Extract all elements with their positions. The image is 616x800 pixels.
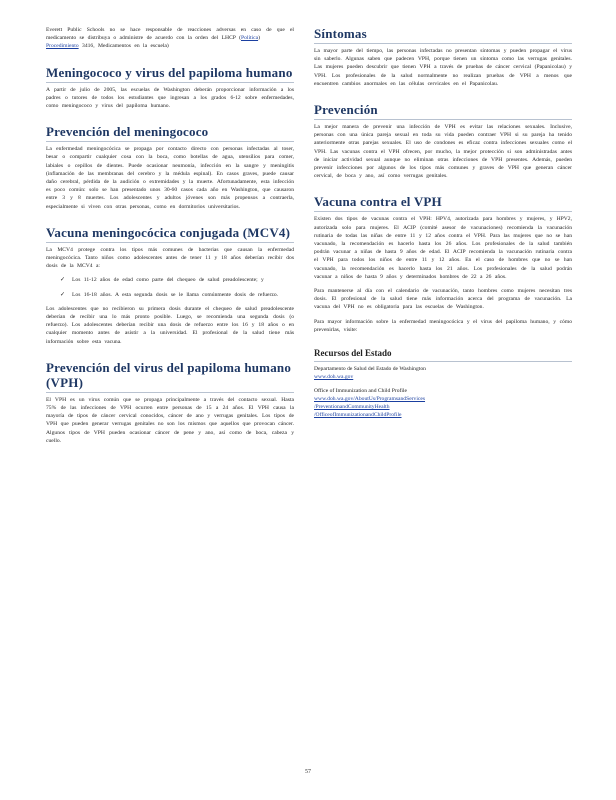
- paragraph: La mejor manera de prevenir una infección de VPH es evitar las relaciones sexuales. Inclusive, personas con una única pareja sexual en toda su vida pueden contraer VPH si su pareja ha tenido anteriormente otras parejas sexuales. El uso de condones es eficaz contra infecciones sexuales como el VPH. Las vacunas contra el VPH ofrecen, por mucho, la mejor protección si son administradas antes de iniciar actividad sexual aunque no eliminan otras infecciones de VPH presentes. Además, pueden prevenir infecciones por algunos de los tipos más comunes y graves de VPH que generan cáncer cervical, de boca y ano, así como verrugas genitales.: [314, 124, 572, 180]
- intro-paragraph: Everett Public Schools no se hace responsable de reacciones adversas en caso de que el medicamento se distribuya o administre de acuerdo con la orden del LHCP (Política) Procedimiento 3416, Medicamentos en la escuela): [46, 27, 294, 50]
- paragraph: La mayor parte del tiempo, las personas infectadas no presentan síntomas y pueden propagar el virus sin saberlo. Algunas saben que padecen VPH, porque tienen un síntoma como las verrugas genitales. Las mujeres pueden descubrir que tienen VPH a través de pruebas de cáncer cervical (Papanicolau) y VPH. Los profesionales de la salud normalmente no realizan pruebas de VPH a menos que encuentren cambios anormales en las células cervicales en el Papanicolau.: [314, 48, 572, 87]
- immunization-link-line3[interactable]: /OfficeofImmunizationandChildProfile: [314, 412, 402, 419]
- symptoms-section: [314, 26, 572, 88]
- left-column: [46, 26, 294, 459]
- section-divider: [46, 242, 294, 243]
- section-divider: [46, 141, 294, 142]
- meningococcus-prevention-section: [46, 124, 294, 211]
- section-divider: [46, 392, 294, 393]
- state-resources-section: [314, 348, 572, 419]
- section-title-mcv4: Vacuna meningocócica conjugada (MCV4): [46, 224, 291, 240]
- intro-section: [46, 26, 294, 51]
- bullet-text: Los 11-12 años de edad como parte del chequeo de salud preadolescente; y: [72, 277, 264, 284]
- bullet-item: [60, 291, 294, 299]
- hpv-vaccine-section: [314, 194, 572, 334]
- section-divider: [314, 119, 572, 120]
- section-divider: [46, 82, 294, 83]
- right-column: [314, 26, 572, 433]
- section-title-hpv-vaccine: Vacuna contra el VPH: [314, 194, 442, 210]
- hpv-prevention-section: [46, 360, 294, 445]
- paragraph: Para mayor información sobre la enfermedad meningocócica y el virus del papiloma humano, y cómo prevenirlas, visite:: [314, 318, 572, 333]
- paragraph: La enfermedad meningocócica se propaga por contacto directo con personas infectadas al toser, besar o compartir cualquier cosa con la boca, como botellas de agua, utensilios para comer, labiales o cepillos de dientes. Puede ocasionar neumonía, infección en la sangre y meningitis (inflamación de las membranas del cerebro y la médula espinal). En casos graves, puede causar daño cerebral, pérdida de la audición o extremidades y la muerte. Afortunadamente, esta infección es poco común: solo se han presentado unos 30-60 casos cada año en Washington, que causaron entre 3 y 8 muertes. Los adolescentes y adultos jóvenes son más propensos a contraerla, especialmente si viven con otras personas, como en dormitorios universitarios.: [46, 146, 294, 210]
- doh-link[interactable]: www.doh.wa.gov: [314, 374, 354, 381]
- paragraph: A partir de julio de 2005, las escuelas de Washington deberán proporcionar información a los padres o tutores de todos los estudiantes que ingresan a los grados 6-12 sobre enfermedades, como meningococo y virus del papiloma humano.: [46, 86, 294, 110]
- section-title-hpv-prevention: Prevención del virus del papiloma humano (VPH): [46, 359, 292, 390]
- section-title-symptoms: Síntomas: [314, 26, 367, 41]
- bullet-item: [60, 276, 294, 284]
- bullet-icon: ✓: [60, 277, 66, 284]
- section-title-meningococcus-prevention: Prevención del meningococo: [46, 124, 209, 140]
- prevention-section: [314, 102, 572, 180]
- section-divider: [314, 43, 572, 44]
- bullet-icon: ✓: [60, 291, 66, 298]
- policy-link[interactable]: Política: [240, 35, 259, 42]
- procedure-link[interactable]: Procedimiento: [46, 43, 79, 50]
- section-title-prevention: Prevención: [314, 102, 378, 118]
- paragraph: La MCV4 protege contra los tipos más comunes de bacterias que causan la enfermedad meningocócica. Tanto niños como adolescentes antes de tener 11 y 18 años deberían recibir dos dosis de la MCV4 a:: [46, 246, 294, 270]
- section-divider: [314, 211, 572, 212]
- paragraph: Los adolescentes que no recibieron su primera dosis durante el chequeo de salud preadolescente deberían de recibir una lo más pronto posible. Luego, se recomienda una segunda dosis (o refuerzo). Los adolescentes deberían recibir una dosis de refuerzo entre los 16 y 18 años o en cualquier momento antes de asistir a la universidad. El profesional de la salud tiene más información sobre esta vacuna.: [46, 305, 294, 345]
- meningococcus-hpv-section: [46, 65, 294, 111]
- paragraph: Para mantenerse al día con el calendario de vacunación, tanto hombres como mujeres necesitan tres dosis. El profesional de la salud tiene más información acerca del programa de vacunación. La vacuna del VPH no es obligatoria para las escuelas de Washington.: [314, 288, 572, 311]
- paragraph: El VPH es un virus común que se propaga principalmente a través del contacto sexual. Hasta 75% de las infecciones de VPH ocurren entre personas de 15 a 24 años. El VPH causa la mayoría de tipos de cáncer cervical conocidos, cáncer de ano y verrugas genitales. Los tipos de VPH que pueden generar verrugas genitales no son los mismos que aquellos que provocan cáncer. Algunos tipos de VPH pueden ocasionar cáncer de pene y ano, así como de boca, cabeza y cuello.: [46, 396, 294, 444]
- immunization-link-line1[interactable]: www.doh.wa.gov/AboutUs/ProgramsandServices: [314, 396, 426, 403]
- resource-name: Departamento de Salud del Estado de Washington: [314, 366, 426, 373]
- bullet-text: Los 16-18 años. A esta segunda dosis se le llama comúnmente dosis de refuerzo.: [72, 291, 279, 298]
- resource-name: Office of Immunization and Child Profile: [314, 388, 407, 395]
- section-title-meningococcus-hpv: Meningococo y virus del papiloma humano: [46, 64, 293, 80]
- section-title-state-resources: Recursos del Estado: [314, 348, 392, 359]
- page-number: 57: [305, 769, 311, 775]
- paragraph: Existen dos tipos de vacunas contra el VPH: HPV4, autorizada para hombres y mujeres, y HPV2, autorizada solo para mujeres. El ACIP (comité asesor de vacunaciones) recomienda la vacunación rutinaria de todas las niñas de entre 11 y 12 años contra el VPH. Para las mujeres que no se han vacunado, la recomendación es hacerlo hasta los 26 años. Los profesionales de la salud también podrán vacunar a niñas de hasta 9 años de edad. El ACIP recomienda la vacunación rutinaria contra el VPH para todos los niños de entre 11 y 12 años. En el caso de hombres que no se han vacunado, la recomendación es hacerlo hasta los 21 años. Los profesionales de la salud podrán vacunar a niños de hasta 9 años y determinados hombres de 22 a 26 años.: [314, 216, 572, 280]
- immunization-link-line2[interactable]: /PreventionandCommunityHealth: [314, 404, 390, 411]
- mcv4-section: [46, 225, 294, 346]
- section-divider: [314, 361, 572, 362]
